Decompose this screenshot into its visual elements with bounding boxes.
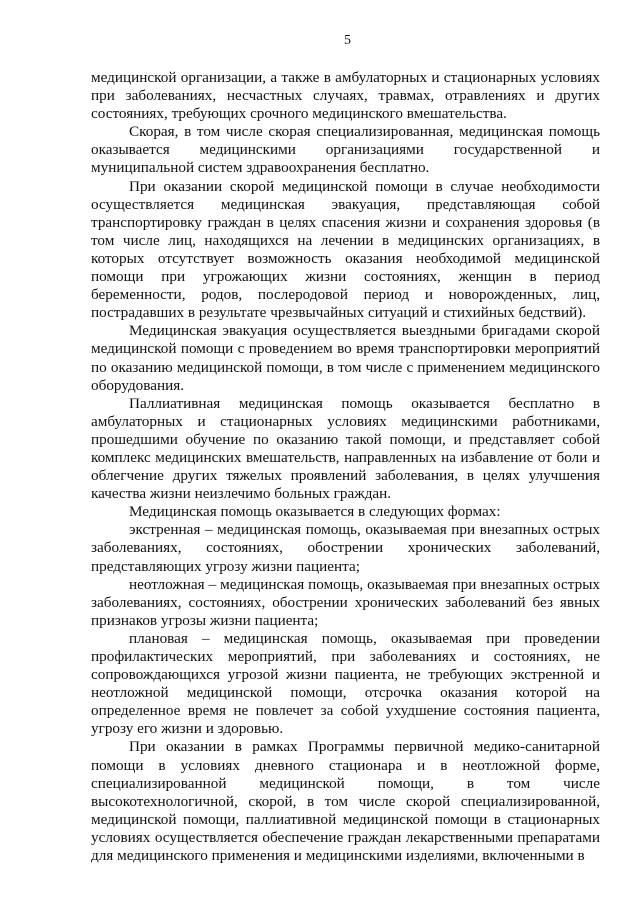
paragraph: медицинской организации, а также в амбулаторных и стационарных условиях при заболеваниях, несчастных случаях, травмах, отравлениях и других состояниях, требующих срочного медицинского вмешательства.	[91, 69, 600, 123]
paragraph: При оказании скорой медицинской помощи в случае необходимости осуществляется медицинская эвакуация, представляющая собой транспортировку граждан в целях спасения жизни и сохранения здоровья (в том числе лиц, находящихся на лечении в медицинских организациях, в которых отсутствует возможность оказания необходимой медицинской помощи при угрожающих жизни состояниях, женщин в период беременности, родов, послеродовой период и новорожденных, лиц, пострадавших в результате чрезвычайных ситуаций и стихийных бедствий).	[91, 177, 600, 322]
paragraph: При оказании в рамках Программы первичной медико-санитарной помощи в условиях дневного стационара и в неотложной форме, специализированной медицинской помощи, в том числе высокотехнологичной, скорой, в том числе скорой специализированной, медицинской помощи, паллиативной медицинской помощи в стационарных условиях осуществляется обеспечение граждан лекарственными препаратами для медицинского применения и медицинскими изделиями, включенными в	[91, 738, 600, 865]
paragraph: Медицинская помощь оказывается в следующих формах:	[129, 503, 501, 521]
paragraph: неотложная – медицинская помощь, оказываемая при внезапных острых заболеваниях, состояниях, обострении хронических заболеваний без явных признаков угрозы жизни пациента;	[91, 575, 600, 629]
paragraph: плановая – медицинская помощь, оказываемая при проведении профилактических мероприятий, при заболеваниях и состояниях, не сопровождающихся угрозой жизни пациента, не требующих экстренной и неотложной медицинской помощи, отсрочка оказания которой на определенное время не повлечет за собой ухудшение состояния пациента, угрозу его жизни и здоровью.	[91, 629, 600, 738]
paragraph: Паллиативная медицинская помощь оказывается бесплатно в амбулаторных и стационарных условиях медицинскими работниками, прошедшими обучение по оказанию такой помощи, и представляет собой комплекс медицинских вмешательств, направленных на избавление от боли и облегчение других тяжелых проявлений заболевания, в целях улучшения качества жизни неизлечимо больных граждан.	[91, 394, 600, 503]
document-body	[91, 69, 600, 865]
page-number: 5	[344, 33, 351, 48]
paragraph: Медицинская эвакуация осуществляется выездными бригадами скорой медицинской помощи с проведением во время транспортировки мероприятий по оказанию медицинской помощи, в том числе с применением медицинского оборудования.	[91, 322, 600, 394]
paragraph: экстренная – медицинская помощь, оказываемая при внезапных острых заболеваниях, состояниях, обострении хронических заболеваний, представляющих угрозу жизни пациента;	[91, 521, 600, 575]
paragraph: Скорая, в том числе скорая специализированная, медицинская помощь оказывается медицинскими организациями государственной и муниципальной систем здравоохранения бесплатно.	[91, 123, 600, 177]
